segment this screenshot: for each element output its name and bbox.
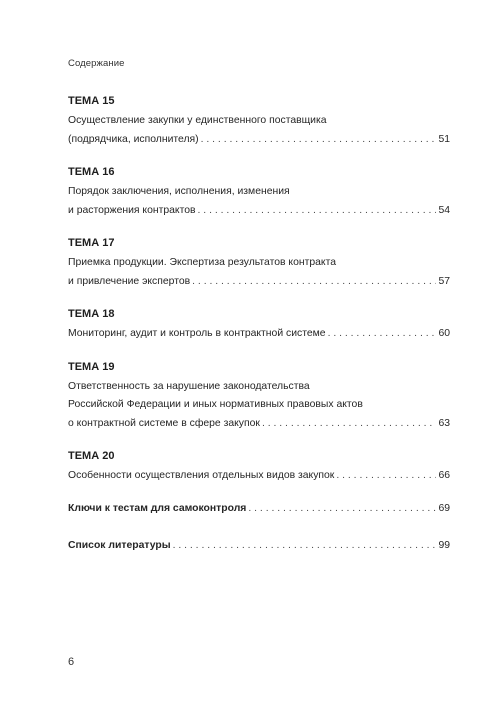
section-title: ТЕМА 15 xyxy=(68,95,115,107)
toc-page-number: 54 xyxy=(438,204,450,216)
toc-entry-references[interactable] xyxy=(68,537,450,556)
toc-page-number: 60 xyxy=(438,328,450,339)
toc-entry[interactable] xyxy=(68,415,450,434)
dot-leader xyxy=(262,415,436,434)
dot-leader xyxy=(328,325,437,344)
toc-entry[interactable] xyxy=(68,202,450,221)
toc-entry-text: и расторжения контрактов xyxy=(68,204,196,216)
toc-entry[interactable] xyxy=(68,131,450,150)
toc-page-number: 66 xyxy=(438,470,450,481)
toc-entry-answer-keys[interactable] xyxy=(68,500,450,519)
toc-line: Приемка продукции. Экспертиза результатов контракта xyxy=(68,257,336,268)
toc-entry[interactable] xyxy=(68,273,450,292)
toc-entry-text: и привлечение экспертов xyxy=(68,275,191,287)
toc-section-15 xyxy=(68,93,450,149)
page-number: 6 xyxy=(68,656,75,668)
toc-entry-text: (подрядчика, исполнителя) xyxy=(68,133,199,145)
dot-leader xyxy=(198,202,437,221)
toc-page-number: 57 xyxy=(438,275,450,287)
toc-page-number: 69 xyxy=(438,502,450,514)
toc-line: Российской Федерации и иных нормативных правовых актов xyxy=(68,399,363,410)
dot-leader xyxy=(201,131,437,150)
toc-entry[interactable] xyxy=(68,467,450,486)
toc-entry-text: Список литературы xyxy=(68,540,171,551)
section-title: ТЕМА 17 xyxy=(68,237,115,249)
dot-leader xyxy=(192,273,436,292)
toc-section-20 xyxy=(68,448,450,486)
dot-leader xyxy=(336,467,436,486)
section-title: ТЕМА 19 xyxy=(68,360,115,373)
dot-leader xyxy=(248,500,436,519)
dot-leader xyxy=(173,537,437,556)
toc-entry-text: Ключи к тестам для самоконтроля xyxy=(68,502,247,514)
toc-section-18 xyxy=(68,306,450,344)
section-title: ТЕМА 16 xyxy=(68,166,115,178)
section-title: ТЕМА 18 xyxy=(68,308,115,320)
toc-entry-text: Особенности осуществления отдельных видов закупок xyxy=(68,470,335,481)
table-of-contents xyxy=(68,93,450,556)
toc-page-number: 99 xyxy=(438,540,450,551)
toc-line: Ответственность за нарушение законодательства xyxy=(68,380,310,392)
toc-section-16 xyxy=(68,164,450,220)
toc-entry[interactable] xyxy=(68,325,450,344)
toc-line: Порядок заключения, исполнения, изменения xyxy=(68,186,290,197)
toc-entry-text: о контрактной системе в сфере закупок xyxy=(68,417,260,429)
toc-section-17 xyxy=(68,235,450,291)
section-title: ТЕМА 20 xyxy=(68,450,115,462)
toc-line: Осуществление закупки у единственного поставщика xyxy=(68,115,327,126)
toc-page-number: 51 xyxy=(438,133,450,145)
toc-page-number: 63 xyxy=(438,417,450,429)
running-head: Содержание xyxy=(68,58,125,69)
toc-section-19 xyxy=(68,359,450,434)
toc-entry-text: Мониторинг, аудит и контроль в контрактной системе xyxy=(68,328,326,339)
